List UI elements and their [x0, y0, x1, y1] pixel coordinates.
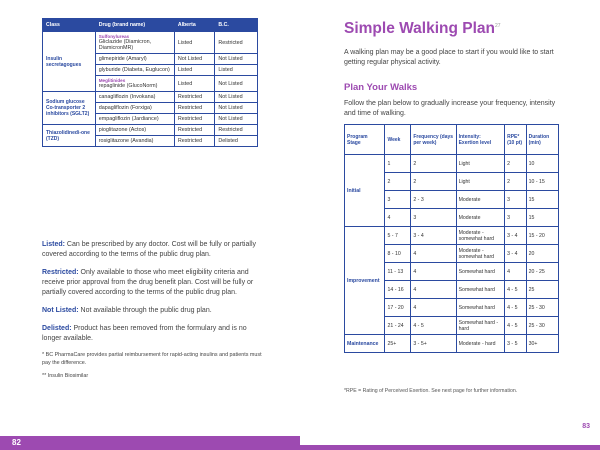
duration-cell: 25 — [526, 281, 558, 299]
walking-plan-table — [344, 124, 559, 353]
frequency-cell: 2 — [411, 155, 456, 173]
bc-status-cell: Restricted — [215, 32, 258, 54]
col-header-week: Week — [385, 125, 411, 155]
title-reference: 27 — [495, 22, 501, 29]
drug-name-cell — [95, 103, 174, 114]
rpe-cell: 2 — [505, 173, 527, 191]
col-header-stage: Program Stage — [345, 125, 385, 155]
legend-listed — [42, 240, 262, 260]
duration-cell: 25 - 30 — [526, 317, 558, 335]
col-header-duration: Duration (min) — [526, 125, 558, 155]
legend-not-listed — [42, 306, 262, 316]
frequency-cell: 4 - 5 — [411, 317, 456, 335]
legend-term: Delisted: — [42, 325, 72, 332]
frequency-cell: 4 — [411, 263, 456, 281]
drug-name: glyburide (Diabeta, Euglucon) — [98, 67, 170, 73]
week-cell: 17 - 20 — [385, 299, 411, 317]
page-footer-bar — [0, 436, 300, 450]
plan-instructions: Follow the plan below to gradually increase your frequency, intensity and time of walking. — [344, 100, 556, 117]
legend-text: Only available to those who meet eligibility criteria and receive prior approval from the drug benefit plan. Cost will be fully or partially covered according to the terms of the public drug plan. — [42, 269, 254, 296]
rpe-cell: 2 — [505, 155, 527, 173]
coverage-legend — [42, 240, 262, 387]
table-row — [345, 155, 559, 173]
week-cell: 14 - 16 — [385, 281, 411, 299]
footnote-biosimilar: ** Insulin Biosimilar — [42, 373, 89, 379]
legend-term: Restricted: — [42, 269, 79, 276]
title-text: Simple Walking Plan — [344, 20, 496, 37]
rpe-cell: 4 - 5 — [505, 281, 527, 299]
rpe-footnote: *RPE = Rating of Perceived Exertion. See next page for further information. — [344, 388, 518, 394]
col-header-frequency: Frequency (days per week) — [411, 125, 456, 155]
intensity-cell: Moderate - somewhat hard — [456, 227, 504, 245]
alberta-status-cell: Restricted — [174, 92, 215, 103]
legend-restricted — [42, 268, 262, 298]
col-header-drug: Drug (brand name) — [95, 19, 174, 32]
drug-name-cell — [95, 76, 174, 92]
drug-name: Gliclazide (Diamicron, DiamicronMR) — [98, 39, 152, 51]
alberta-status-cell: Restricted — [174, 103, 215, 114]
drug-table-body — [43, 32, 258, 147]
legend-text: Product has been removed from the formulary and is no longer available. — [42, 325, 247, 342]
rpe-cell: 4 - 5 — [505, 317, 527, 335]
legend-text: Not available through the public drug plan. — [80, 307, 212, 314]
frequency-cell: 3 — [411, 209, 456, 227]
col-header-class: Class — [43, 19, 96, 32]
duration-cell: 20 - 25 — [526, 263, 558, 281]
drug-name: empagliflozin (Jardiance) — [98, 116, 159, 122]
drug-name: repaglinide (GlucoNorm) — [98, 83, 158, 89]
alberta-status-cell: Restricted — [174, 136, 215, 147]
drug-class-cell: Sodium glucose Co-transporter 2 inhibitors (SGLT2) — [43, 92, 96, 125]
drug-name: dapagliflozin (Forxiga) — [98, 105, 152, 111]
intensity-cell: Moderate - somewhat hard — [456, 245, 504, 263]
intensity-cell: Somewhat hard — [456, 299, 504, 317]
drug-name-cell — [95, 136, 174, 147]
bc-status-cell: Delisted — [215, 136, 258, 147]
intensity-cell: Light — [456, 155, 504, 173]
intensity-cell: Moderate — [456, 209, 504, 227]
rpe-cell: 3 — [505, 209, 527, 227]
intensity-cell: Somewhat hard — [456, 263, 504, 281]
section-heading: Plan Your Walks — [344, 82, 418, 93]
week-cell: 2 — [385, 173, 411, 191]
week-cell: 8 - 10 — [385, 245, 411, 263]
drug-name: pioglitazone (Actos) — [98, 127, 147, 133]
rpe-cell: 3 — [505, 191, 527, 209]
intensity-cell: Moderate — [456, 191, 504, 209]
frequency-cell: 3 - 5+ — [411, 335, 456, 353]
drug-name: canagliflozin (Invokana) — [98, 94, 156, 100]
rpe-cell: 4 - 5 — [505, 299, 527, 317]
alberta-status-cell: Listed — [174, 76, 215, 92]
duration-cell: 30+ — [526, 335, 558, 353]
frequency-cell: 4 — [411, 281, 456, 299]
week-cell: 25+ — [385, 335, 411, 353]
frequency-cell: 3 - 4 — [411, 227, 456, 245]
page-number: 83 — [582, 423, 590, 430]
drug-subclass: Meglitinides — [98, 78, 126, 83]
walking-table-body — [345, 155, 559, 353]
bc-status-cell: Not Listed — [215, 103, 258, 114]
week-cell: 5 - 7 — [385, 227, 411, 245]
legend-text: Can be prescribed by any doctor. Cost will be fully or partially covered according to the terms of the public drug plan. — [42, 241, 256, 258]
frequency-cell: 4 — [411, 245, 456, 263]
week-cell: 11 - 13 — [385, 263, 411, 281]
legend-delisted — [42, 324, 262, 344]
drug-class-cell: Thiazolidinedi-one (TZD) — [43, 125, 96, 147]
duration-cell: 10 — [526, 155, 558, 173]
frequency-cell: 2 — [411, 173, 456, 191]
legend-term: Listed: — [42, 241, 65, 248]
duration-cell: 15 — [526, 209, 558, 227]
table-row — [345, 227, 559, 245]
bc-status-cell: Not Listed — [215, 54, 258, 65]
intensity-cell: Somewhat hard — [456, 281, 504, 299]
bc-status-cell: Not Listed — [215, 114, 258, 125]
bc-status-cell: Not Listed — [215, 92, 258, 103]
week-cell: 4 — [385, 209, 411, 227]
duration-cell: 20 — [526, 245, 558, 263]
drug-coverage-table — [42, 18, 258, 147]
program-stage-cell: Improvement — [345, 227, 385, 335]
right-page — [300, 0, 600, 450]
alberta-status-cell: Restricted — [174, 114, 215, 125]
drug-subclass: Sulfonylureas — [98, 34, 130, 39]
col-header-intensity: Intensity: Exertion level — [456, 125, 504, 155]
rpe-cell: 3 - 4 — [505, 245, 527, 263]
table-row — [43, 92, 258, 103]
col-header-bc: B.C. — [215, 19, 258, 32]
bc-status-cell: Not Listed — [215, 76, 258, 92]
table-row — [43, 125, 258, 136]
page-footer-bar — [300, 436, 600, 450]
drug-name-cell — [95, 125, 174, 136]
col-header-alberta: Alberta — [174, 19, 215, 32]
week-cell: 21 - 24 — [385, 317, 411, 335]
alberta-status-cell: Restricted — [174, 125, 215, 136]
drug-name: glimepiride (Amaryl) — [98, 56, 147, 62]
bc-status-cell: Restricted — [215, 125, 258, 136]
rpe-cell: 3 - 5 — [505, 335, 527, 353]
duration-cell: 15 — [526, 191, 558, 209]
intensity-cell: Somewhat hard - hard — [456, 317, 504, 335]
legend-term: Not Listed: — [42, 307, 79, 314]
alberta-status-cell: Listed — [174, 32, 215, 54]
col-header-rpe: RPE* (10 pt) — [505, 125, 527, 155]
frequency-cell: 4 — [411, 299, 456, 317]
frequency-cell: 2 - 3 — [411, 191, 456, 209]
table-header-row — [43, 19, 258, 32]
duration-cell: 25 - 30 — [526, 299, 558, 317]
table-header-row — [345, 125, 559, 155]
drug-name: rosiglitazone (Avandia) — [98, 138, 154, 144]
drug-class-cell: Insulin secretagogues — [43, 32, 96, 92]
duration-cell: 15 - 20 — [526, 227, 558, 245]
intro-paragraph: A walking plan may be a good place to start if you would like to start getting regular physical activity. — [344, 49, 554, 66]
week-cell: 3 — [385, 191, 411, 209]
intensity-cell: Light — [456, 173, 504, 191]
alberta-status-cell: Not Listed — [174, 54, 215, 65]
footnote-pharmacare: * BC PharmaCare provides partial reimbursement for rapid-acting insulins and patients must pay the difference. — [42, 352, 262, 366]
program-stage-cell: Initial — [345, 155, 385, 227]
table-row — [345, 335, 559, 353]
duration-cell: 10 - 15 — [526, 173, 558, 191]
rpe-cell: 3 - 4 — [505, 227, 527, 245]
bc-status-cell: Listed — [215, 65, 258, 76]
table-row — [43, 32, 258, 54]
drug-name-cell — [95, 92, 174, 103]
drug-name-cell — [95, 65, 174, 76]
drug-name-cell — [95, 54, 174, 65]
page-number: 82 — [12, 438, 21, 447]
drug-name-cell — [95, 32, 174, 54]
program-stage-cell: Maintenance — [345, 335, 385, 353]
intensity-cell: Moderate - hard — [456, 335, 504, 353]
drug-name-cell — [95, 114, 174, 125]
page-title — [344, 20, 501, 38]
week-cell: 1 — [385, 155, 411, 173]
rpe-cell: 4 — [505, 263, 527, 281]
alberta-status-cell: Listed — [174, 65, 215, 76]
